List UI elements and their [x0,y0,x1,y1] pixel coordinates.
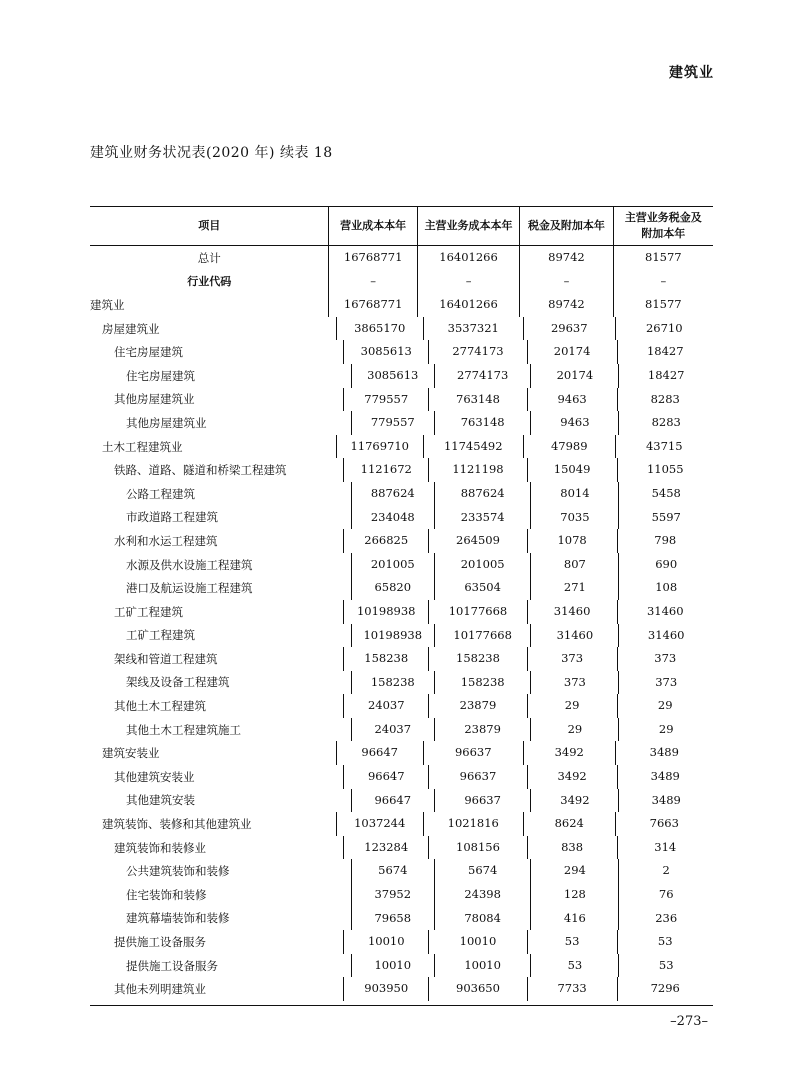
row-label: 公共建筑装饰和装修 [126,864,230,879]
table-cell: 29 [618,718,713,742]
table-cell: 158238 [428,647,526,671]
table-cell: 10010 [434,954,530,978]
table-cell: 373 [530,671,618,695]
table-cell: 2774173 [428,340,526,364]
table-header [90,207,713,246]
table-row [90,246,713,270]
row-label: 建筑幕墙装饰和装修 [126,911,230,926]
table-cell: 31460 [527,600,617,624]
row-label: 其他未列明建筑业 [114,982,206,997]
table-cell: 5674 [351,859,434,883]
row-label: 行业代码 [187,275,232,289]
table-cell: 11745492 [423,435,523,459]
table-row [90,836,713,860]
row-label: 房屋建筑业 [102,321,160,336]
table-cell: 123284 [343,836,428,860]
row-label: 水源及供水设施工程建筑 [126,557,253,572]
table-cell: 89742 [519,246,612,270]
table-row [90,317,713,341]
table-cell: 31460 [618,624,713,648]
table-cell: 96647 [351,789,434,813]
table-cell: 76 [618,883,713,907]
table-cell: 1121198 [428,458,526,482]
table-cell: – [328,270,416,294]
table-cell: 3492 [527,765,617,789]
financial-table [90,206,713,1006]
table-cell: 24037 [351,718,434,742]
row-label: 公路工程建筑 [126,486,195,501]
table-row [90,624,713,648]
table-cell: 3489 [617,765,714,789]
table-row [90,883,713,907]
table-cell: 8283 [618,411,713,435]
table-row [90,718,713,742]
row-label: 市政道路工程建筑 [126,510,218,525]
row-label: 建筑业 [90,297,125,312]
table-cell: 234048 [351,506,434,530]
table-cell: 158238 [434,671,530,695]
row-label: 水利和水运工程建筑 [114,533,218,548]
table-cell: 78084 [434,907,530,931]
row-label: 其他建筑安装业 [114,769,195,784]
table-cell: 31460 [530,624,618,648]
table-cell: 763148 [434,411,530,435]
table-cell: 16401266 [417,293,519,317]
table-cell: 690 [618,553,713,577]
table-cell: 294 [530,859,618,883]
table-cell: 373 [527,647,617,671]
table-cell: 373 [617,647,714,671]
row-label: 其他土木工程建筑 [114,699,206,714]
table-cell: 807 [530,553,618,577]
table-cell: 8014 [530,482,618,506]
table-row [90,340,713,364]
table-cell: 201005 [434,553,530,577]
row-label: 工矿工程建筑 [126,628,195,643]
table-cell: 1021816 [423,812,523,836]
table-cell: 53 [527,930,617,954]
table-cell: 63504 [434,576,530,600]
table-cell: 779557 [351,411,434,435]
table-row [90,930,713,954]
table-cell: 15049 [527,458,617,482]
table-cell: 89742 [519,293,612,317]
table-cell: 1037244 [336,812,423,836]
row-label: 建筑安装业 [102,746,160,761]
table-cell: 53 [617,930,714,954]
table-row [90,388,713,412]
table-row [90,694,713,718]
table-row [90,482,713,506]
row-label: 其他建筑安装 [126,793,195,808]
table-cell: 236 [618,907,713,931]
table-cell: 81577 [613,246,713,270]
row-label: 提供施工设备服务 [126,958,218,973]
table-cell: 10177668 [428,600,526,624]
table-row [90,293,713,317]
table-cell: 1078 [527,529,617,553]
row-label: 住宅房屋建筑 [114,345,183,360]
table-cell: 7035 [530,506,618,530]
table-cell: 108 [618,576,713,600]
table-cell: 798 [617,529,714,553]
table-row [90,907,713,931]
table-row [90,364,713,388]
table-cell: 3489 [615,741,713,765]
table-row [90,435,713,459]
row-label: 总计 [197,250,221,265]
column-header-taxes-surcharges: 税金及附加本年 [519,207,612,245]
table-cell: 23879 [434,718,530,742]
table-cell: 3492 [530,789,618,813]
table-cell: 158238 [343,647,428,671]
table-row [90,647,713,671]
page-number: –273– [670,1014,708,1029]
table-cell: 1121672 [343,458,428,482]
table-cell: 96637 [423,741,523,765]
table-cell: 7663 [615,812,713,836]
table-cell: 903650 [428,977,526,1001]
table-cell: 3537321 [423,317,523,341]
table-row [90,506,713,530]
table-cell: 96637 [434,789,530,813]
table-cell: 10010 [428,930,526,954]
row-label: 铁路、道路、隧道和桥梁工程建筑 [114,463,287,478]
column-header-item: 项目 [198,219,221,232]
row-label: 架线和管道工程建筑 [114,651,218,666]
table-row [90,977,713,1001]
table-cell: 8283 [617,388,714,412]
table-cell: 3865170 [336,317,423,341]
table-cell: 314 [617,836,714,860]
table-row [90,954,713,978]
table-cell: 763148 [428,388,526,412]
table-cell: 838 [527,836,617,860]
table-cell: 416 [530,907,618,931]
table-cell: 3085613 [343,340,428,364]
table-row [90,553,713,577]
table-cell: 29 [617,694,714,718]
table-cell: 10177668 [434,624,530,648]
table-cell: 903950 [343,977,428,1001]
table-cell: 43715 [615,435,713,459]
table-cell: 10010 [351,954,434,978]
table-cell: 29 [527,694,617,718]
table-cell: 266825 [343,529,428,553]
table-cell: 96637 [428,765,526,789]
table-row [90,270,713,294]
table-cell: 2774173 [434,364,530,388]
table-cell: 201005 [351,553,434,577]
row-label: 住宅装饰和装修 [126,887,207,902]
table-row [90,812,713,836]
table-cell: 79658 [351,907,434,931]
row-label: 建筑装饰、装修和其他建筑业 [102,817,252,832]
table-row [90,765,713,789]
table-cell: 108156 [428,836,526,860]
table-cell: 53 [530,954,618,978]
row-label: 其他土木工程建筑施工 [126,722,241,737]
column-header-operating-cost: 营业成本本年 [328,207,416,245]
row-label: 建筑装饰和装修业 [114,840,206,855]
table-cell: 11055 [617,458,714,482]
row-label: 其他房屋建筑业 [114,392,195,407]
table-cell: 26710 [615,317,713,341]
table-cell: 7733 [527,977,617,1001]
column-header-main-business-taxes: 主营业务税金及 附加本年 [613,207,713,245]
table-body [90,246,713,1005]
table-cell: 29 [530,718,618,742]
table-row [90,458,713,482]
table-cell: – [519,270,612,294]
table-cell: 23879 [428,694,526,718]
table-cell: 128 [530,883,618,907]
table-cell: 18427 [617,340,714,364]
table-cell: 18427 [618,364,713,388]
table-row [90,789,713,813]
table-cell: 10198938 [343,600,428,624]
table-cell: 11769710 [336,435,423,459]
row-label: 提供施工设备服务 [114,935,206,950]
table-cell: 53 [618,954,713,978]
table-row [90,671,713,695]
table-cell: 271 [530,576,618,600]
table-cell: 47989 [523,435,615,459]
table-cell: 81577 [613,293,713,317]
table-cell: 96647 [336,741,423,765]
table-cell: – [417,270,519,294]
table-cell: 3492 [523,741,615,765]
table-cell: 7296 [617,977,714,1001]
table-row [90,600,713,624]
table-cell: 31460 [617,600,714,624]
row-label: 土木工程建筑业 [102,439,183,454]
column-header-main-business-cost: 主营业务成本本年 [417,207,519,245]
table-cell: 37952 [351,883,434,907]
table-cell: 9463 [527,388,617,412]
table-cell: 233574 [434,506,530,530]
row-label: 工矿工程建筑 [114,604,183,619]
table-cell: 16768771 [328,293,416,317]
table-cell: 9463 [530,411,618,435]
table-cell: 10010 [343,930,428,954]
table-cell: 5597 [618,506,713,530]
table-cell: 16401266 [417,246,519,270]
table-cell: 8624 [523,812,615,836]
table-cell: 2 [618,859,713,883]
row-label: 其他房屋建筑业 [126,415,207,430]
table-row [90,859,713,883]
table-cell: 5674 [434,859,530,883]
row-label: 架线及设备工程建筑 [126,675,230,690]
table-cell: 3085613 [351,364,434,388]
table-row [90,576,713,600]
table-cell: 65820 [351,576,434,600]
table-cell: 264509 [428,529,526,553]
table-cell: 3489 [618,789,713,813]
table-cell: 887624 [351,482,434,506]
table-cell: 779557 [343,388,428,412]
table-cell: 10198938 [351,624,434,648]
table-row [90,411,713,435]
table-cell: 24398 [434,883,530,907]
table-cell: 5458 [618,482,713,506]
table-cell: 29637 [523,317,615,341]
row-label: 港口及航运设施工程建筑 [126,581,253,596]
table-cell: – [613,270,713,294]
table-cell: 887624 [434,482,530,506]
table-row [90,741,713,765]
table-cell: 16768771 [328,246,416,270]
table-cell: 24037 [343,694,428,718]
table-title: 建筑业财务状况表(2020 年) 续表 18 [90,145,333,161]
table-cell: 20174 [530,364,618,388]
table-cell: 20174 [527,340,617,364]
table-cell: 158238 [351,671,434,695]
table-row [90,529,713,553]
table-cell: 96647 [343,765,428,789]
row-label: 住宅房屋建筑 [126,368,195,383]
table-cell: 373 [618,671,713,695]
section-name: 建筑业 [669,65,714,81]
